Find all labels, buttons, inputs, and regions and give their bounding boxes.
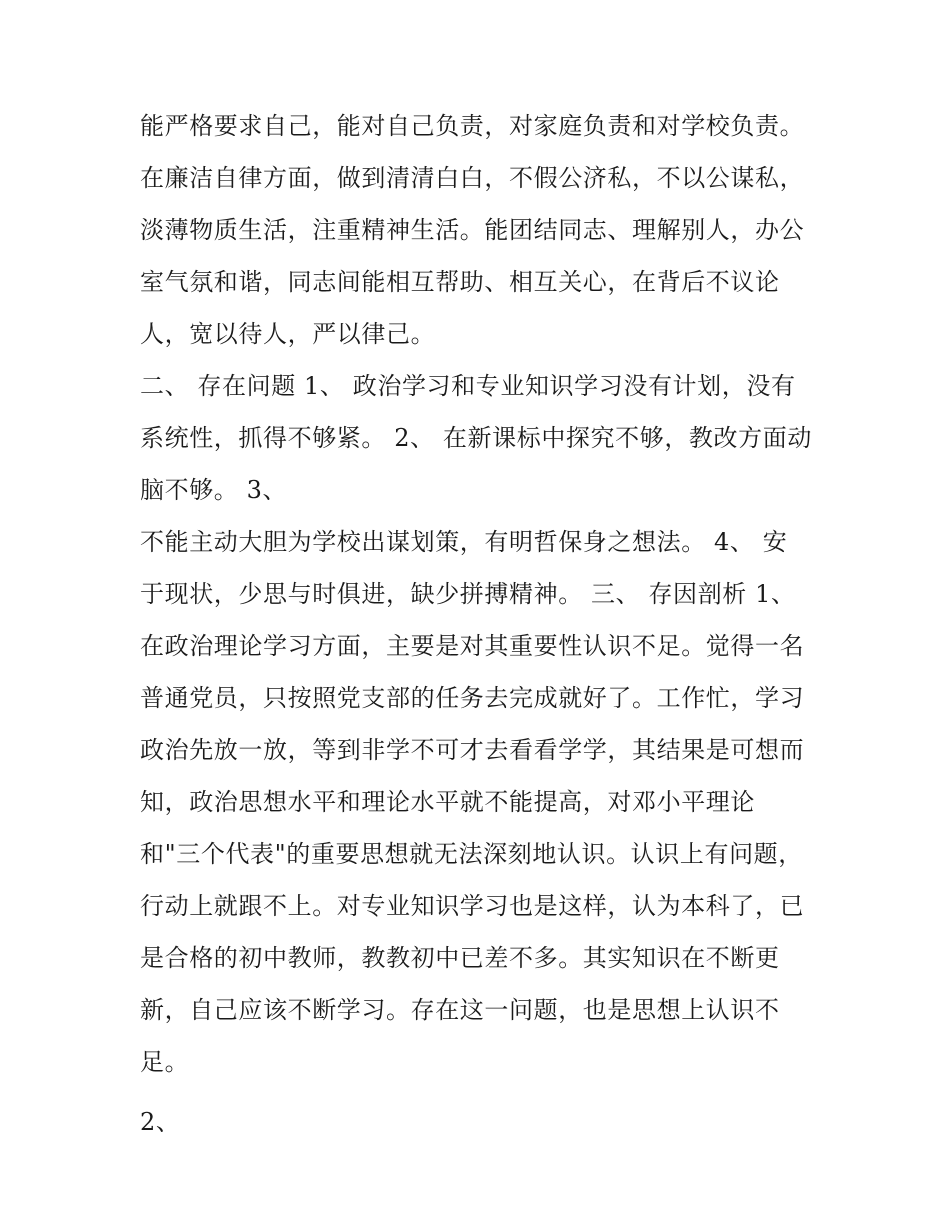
text-line: 室气氛和谐，同志间能相互帮助、相互关心，在背后不议论 (140, 268, 780, 296)
text-line: 能严格要求自己，能对自己负责，对家庭负责和对学校负责。 (140, 112, 805, 140)
text-line: 政治先放一放，等到非学不可才去看看学学，其结果是可想而 (140, 736, 805, 764)
text-line: 二、 存在问题 1、 政治学习和专业知识学习没有计划，没有 (140, 372, 796, 400)
text-line: 新，自己应该不断学习。存在这一问题，也是思想上认识不 (140, 996, 780, 1024)
text-line: 在政治理论学习方面，主要是对其重要性认识不足。觉得一名 (140, 632, 805, 660)
text-line: 足。 (140, 1048, 190, 1076)
text-line: 系统性，抓得不够紧。 2、 在新课标中探究不够，教改方面动 (140, 424, 812, 452)
text-line: 于现状，少思与时俱进，缺少拼搏精神。 三、 存因剖析 1、 (140, 580, 796, 608)
text-line: 是合格的初中教师，教教初中已差不多。其实知识在不断更 (140, 944, 780, 972)
text-line: 2、 (140, 1108, 181, 1136)
text-line: 人，宽以待人，严以律己。 (140, 320, 436, 348)
text-line: 行动上就跟不上。对专业知识学习也是这样，认为本科了，已 (140, 892, 805, 920)
document-body (140, 100, 830, 1148)
text-line: 普通党员，只按照党支部的任务去完成就好了。工作忙，学习 (140, 684, 805, 712)
text-line: 在廉洁自律方面，做到清清白白，不假公济私，不以公谋私， (140, 164, 805, 192)
text-line: 知，政治思想水平和理论水平就不能提高，对邓小平理论 (140, 788, 755, 816)
text-line: 不能主动大胆为学校出谋划策，有明哲保身之想法。 4、 安 (140, 528, 788, 556)
text-line: 和"三个代表"的重要思想就无法深刻地认识。认识上有问题， (140, 840, 803, 868)
text-line: 脑不够。 3、 (140, 476, 288, 504)
text-line: 淡薄物质生活，注重精神生活。能团结同志、理解别人，办公 (140, 216, 805, 244)
